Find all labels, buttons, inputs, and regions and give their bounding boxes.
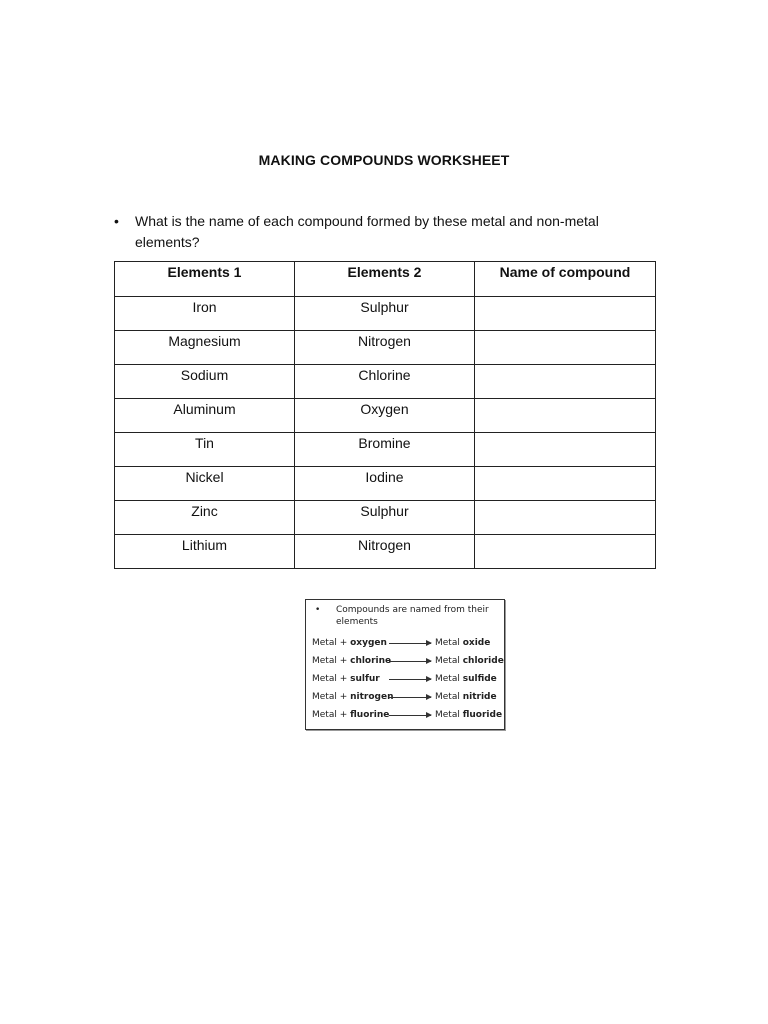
element-2-cell: Chlorine xyxy=(295,365,475,399)
table-row xyxy=(115,331,656,365)
table-row xyxy=(115,501,656,535)
table-row xyxy=(115,433,656,467)
compound-name-cell[interactable] xyxy=(475,433,656,467)
compound-name-cell[interactable] xyxy=(475,535,656,569)
element-1-cell: Iron xyxy=(115,297,295,331)
arrow-right-icon xyxy=(389,697,431,698)
arrow-right-icon xyxy=(389,679,431,680)
rule-row xyxy=(312,637,502,649)
naming-rules-heading-text: Compounds are named from their elements xyxy=(336,605,489,627)
element-2-cell: Nitrogen xyxy=(295,331,475,365)
element-1-cell: Lithium xyxy=(115,535,295,569)
bullet-icon: • xyxy=(114,213,119,229)
rule-left: Metal + chlorine xyxy=(312,656,392,666)
element-2-cell: Iodine xyxy=(295,467,475,501)
compound-name-cell[interactable] xyxy=(475,331,656,365)
element-2-cell: Bromine xyxy=(295,433,475,467)
question xyxy=(114,211,654,253)
element-2-cell: Oxygen xyxy=(295,399,475,433)
rule-left: Metal + nitrogen xyxy=(312,692,394,702)
compound-name-cell[interactable] xyxy=(475,501,656,535)
element-1-cell: Sodium xyxy=(115,365,295,399)
arrow-right-icon xyxy=(389,643,431,644)
rule-right: Metal nitride xyxy=(435,692,497,702)
arrow-right-icon xyxy=(389,661,431,662)
rule-row xyxy=(312,709,502,721)
element-1-cell: Nickel xyxy=(115,467,295,501)
element-1-cell: Tin xyxy=(115,433,295,467)
naming-rules-box xyxy=(305,599,505,730)
worksheet-title: MAKING COMPOUNDS WORKSHEET xyxy=(258,152,510,168)
table-row xyxy=(115,297,656,331)
rule-row xyxy=(312,673,502,685)
table-row xyxy=(115,399,656,433)
rule-left: Metal + sulfur xyxy=(312,674,380,684)
element-2-cell: Sulphur xyxy=(295,501,475,535)
element-2-cell: Sulphur xyxy=(295,297,475,331)
compound-name-cell[interactable] xyxy=(475,365,656,399)
table-row xyxy=(115,365,656,399)
element-1-cell: Zinc xyxy=(115,501,295,535)
element-1-cell: Aluminum xyxy=(115,399,295,433)
rule-left: Metal + oxygen xyxy=(312,638,387,648)
rule-right: Metal chloride xyxy=(435,656,504,666)
element-2-cell: Nitrogen xyxy=(295,535,475,569)
compound-name-cell[interactable] xyxy=(475,467,656,501)
header-elements-2: Elements 2 xyxy=(295,262,475,297)
rule-row xyxy=(312,655,502,667)
element-1-cell: Magnesium xyxy=(115,331,295,365)
rule-left: Metal + fluorine xyxy=(312,710,390,720)
table-header-row xyxy=(115,262,656,297)
question-text: What is the name of each compound formed by these metal and non-metal elements? xyxy=(135,213,599,250)
table-row xyxy=(115,467,656,501)
compound-name-cell[interactable] xyxy=(475,399,656,433)
naming-rules-heading xyxy=(315,604,500,628)
rule-right: Metal oxide xyxy=(435,638,491,648)
arrow-right-icon xyxy=(389,715,431,716)
header-elements-1: Elements 1 xyxy=(115,262,295,297)
bullet-icon: • xyxy=(315,605,321,615)
rule-right: Metal fluoride xyxy=(435,710,503,720)
rule-right: Metal sulfide xyxy=(435,674,497,684)
compounds-table xyxy=(114,261,656,569)
rule-row xyxy=(312,691,502,703)
compound-name-cell[interactable] xyxy=(475,297,656,331)
table-row xyxy=(115,535,656,569)
header-name-of-compound: Name of compound xyxy=(475,262,656,297)
